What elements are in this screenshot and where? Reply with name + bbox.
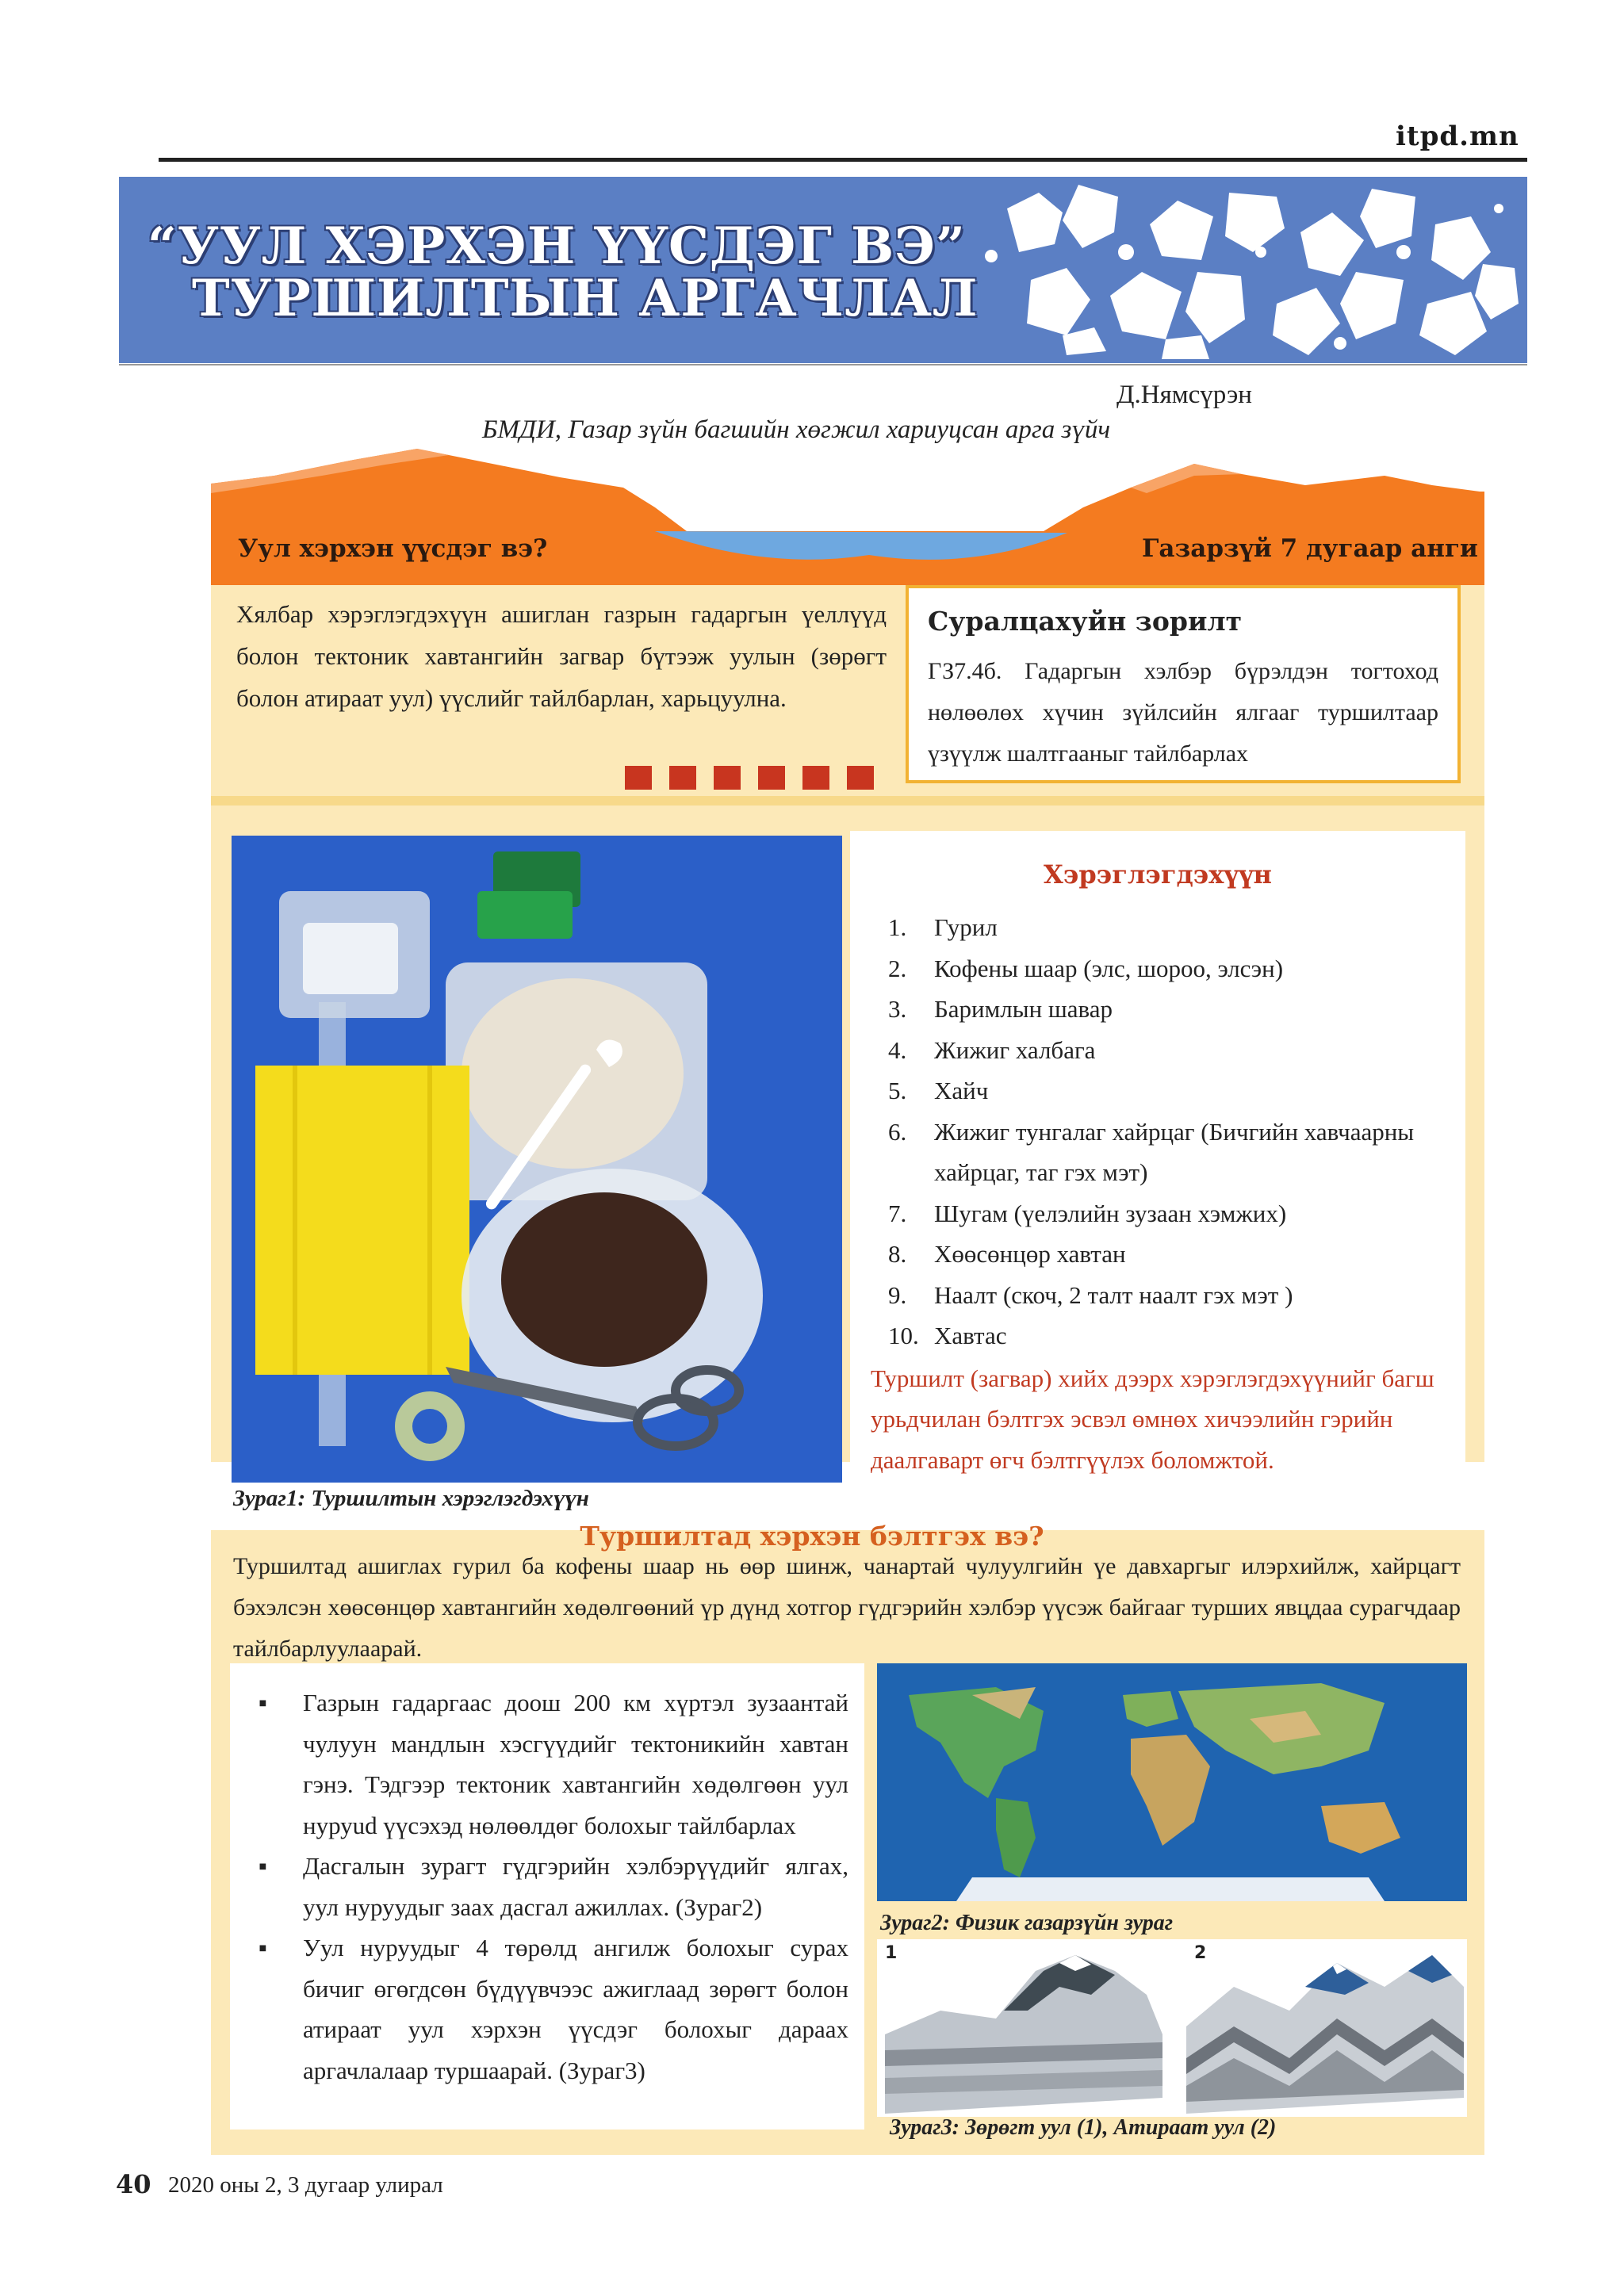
list-item: 4. Жижиг халбага xyxy=(888,1035,1096,1064)
fig3-label-2: 2 xyxy=(1194,1943,1207,1963)
lesson-grade: Газарзүй 7 дугаар анги xyxy=(1142,534,1478,563)
figure3-caption: Зураг3: Зөрөгт уул (1), Атираат уул (2) xyxy=(890,2115,1277,2140)
learning-goal-box xyxy=(906,585,1461,783)
bullet-icon: ▪ xyxy=(259,1689,267,1716)
mountain-blocks-illustration xyxy=(877,1939,1467,2117)
decorative-squares xyxy=(625,766,887,790)
list-item: ▪ Газрын гадаргаас доош 200 км хүртэл зузаантай чулуун мандлын хэсгүүдийг тектоникийн хавтан гэнэ. Тэдгээр тектоник хавтангийн хөдөлгөөн уул нуруud үүсэхэд нөлөөлдөг болохыг тайлбарлах xyxy=(244,1682,848,1846)
goal-title: Суралцахуйн зорилт xyxy=(928,606,1243,637)
list-item: 6. Жижиг тунгалаг хайрцаг (Бичгийн хавчаарны хайрцаг, таг гэх мэт) xyxy=(888,1117,1415,1186)
materials-title: Хэрэглэгдэхүүн xyxy=(1044,859,1272,890)
prep-heading: Туршилтад хэрхэн бэлтгэх вэ? xyxy=(580,1521,1044,1552)
intro-text: Хялбар хэрэглэгдэхүүн ашиглан газрын гадаргын үеллүүд болон тектоник хавтангийн загвар бүтээж уулын (зөрөгт болон атираат уул) үүслийг тайлбарлан, харьцуулна. xyxy=(236,600,887,712)
list-item: 5. Хайч xyxy=(888,1077,989,1104)
list-item: 1. Гурил xyxy=(888,913,998,941)
prep-bullets-box xyxy=(230,1663,864,2130)
list-item: ▪ Уул нуруудыг 4 төрөлд ангилж болохыг сурах бичиг өгөгдсөн бүдүүвчээс ажиглаад зөрөгт болон атираат уул хэрхэн үүсдэг болохыг дараах аргачлалаар туршаарай. (Зураг3) xyxy=(244,1927,848,2091)
fig3-label-1: 1 xyxy=(885,1943,898,1963)
materials-panel-strip xyxy=(211,796,1484,806)
prep-paragraph: Туршилтад ашиглах гурил ба кофены шаар нь өөр шинж, чанартай чулуулгийн үе давхаргыг илэрхийлж, хайрцагт бэхэлсэн хөөсөнцөр хавтангийн хөдөлгөөний үр дүнд хотгор гүдгэрийн хэлбэр үүсэж байгааг турших явцдаа сурагчдаар тайлбарлуулаарай. xyxy=(233,1553,1461,1662)
list-item: 2. Кофены шаар (элс, шороо, элсэн) xyxy=(888,954,1284,982)
prep-bullet-list xyxy=(244,1682,848,2091)
materials-note: Туршилт (загвар) хийх дээрх хэрэглэгдэхүүнийг багш урьдчилан бэлтгэх эсвэл өмнөх хичээлийн гэрийн даалгаварт өгч бэлтгүүлэх боломжтой. xyxy=(871,1364,1434,1474)
bullet-icon: ▪ xyxy=(259,1852,267,1880)
issue-info: 2020 оны 2, 3 дугаар улирал xyxy=(168,2172,443,2198)
materials-photo xyxy=(232,836,842,1483)
materials-list-box xyxy=(850,831,1465,1474)
author-affiliation: БМДИ, Газар зүйн багшийн хөгжил хариуцсан арга зүйч xyxy=(482,415,1111,444)
list-item: 3. Баримлын шавар xyxy=(888,995,1113,1023)
materials-list xyxy=(871,907,1445,1357)
article-title xyxy=(147,216,979,328)
page-number: 40 xyxy=(116,2169,151,2199)
figure2-caption: Зураг2: Физик газарзүйн зураг xyxy=(880,1911,1174,1935)
mountain-header-graphic xyxy=(211,444,1484,587)
world-map-illustration xyxy=(877,1663,1467,1901)
mountain-types-figure xyxy=(877,1939,1467,2117)
title-line-1: “УУЛ ХЭРХЭН ҮҮСДЭГ ВЭ” xyxy=(147,216,966,276)
header-rule xyxy=(159,158,1527,162)
goal-text: ГЗ7.4б. Гадаргын хэлбэр бүрэлдэн тогтоход нөлөөлөх хүчин зүйлсийн ялгааг туршилтаар үзүүлж шалтгааныг тайлбарлах xyxy=(928,658,1438,767)
list-item: 7. Шугам (үелэлийн зузаан хэмжих) xyxy=(888,1199,1287,1227)
list-item: 8. Хөөсөнцөр хавтан xyxy=(888,1240,1126,1268)
site-url: itpd.mn xyxy=(1396,121,1519,152)
lesson-question: Уул хэрхэн үүсдэг вэ? xyxy=(238,534,548,563)
list-item: 9. Наалт (скоч, 2 талт наалт гэх мэт ) xyxy=(888,1280,1293,1309)
banner-underline xyxy=(119,364,1527,365)
title-line-2: ТУРШИЛТЫН АРГАЧЛАЛ xyxy=(192,269,979,328)
materials-illustration xyxy=(232,836,842,1483)
figure1-caption: Зураг1: Туршилтын хэрэглэгдэхүүн xyxy=(233,1486,589,1511)
physical-world-map xyxy=(877,1663,1467,1901)
bullet-icon: ▪ xyxy=(259,1934,267,1961)
list-item: 10. Хавтас xyxy=(888,1322,1007,1349)
list-item: ▪ Дасгалын зурагт гүдгэрийн хэлбэрүүдийг ялгах, уул нуруудыг заах дасгал ажиллах. (Зураг2) xyxy=(244,1846,848,1927)
author-name: Д.Нямсүрэн xyxy=(1116,381,1252,409)
